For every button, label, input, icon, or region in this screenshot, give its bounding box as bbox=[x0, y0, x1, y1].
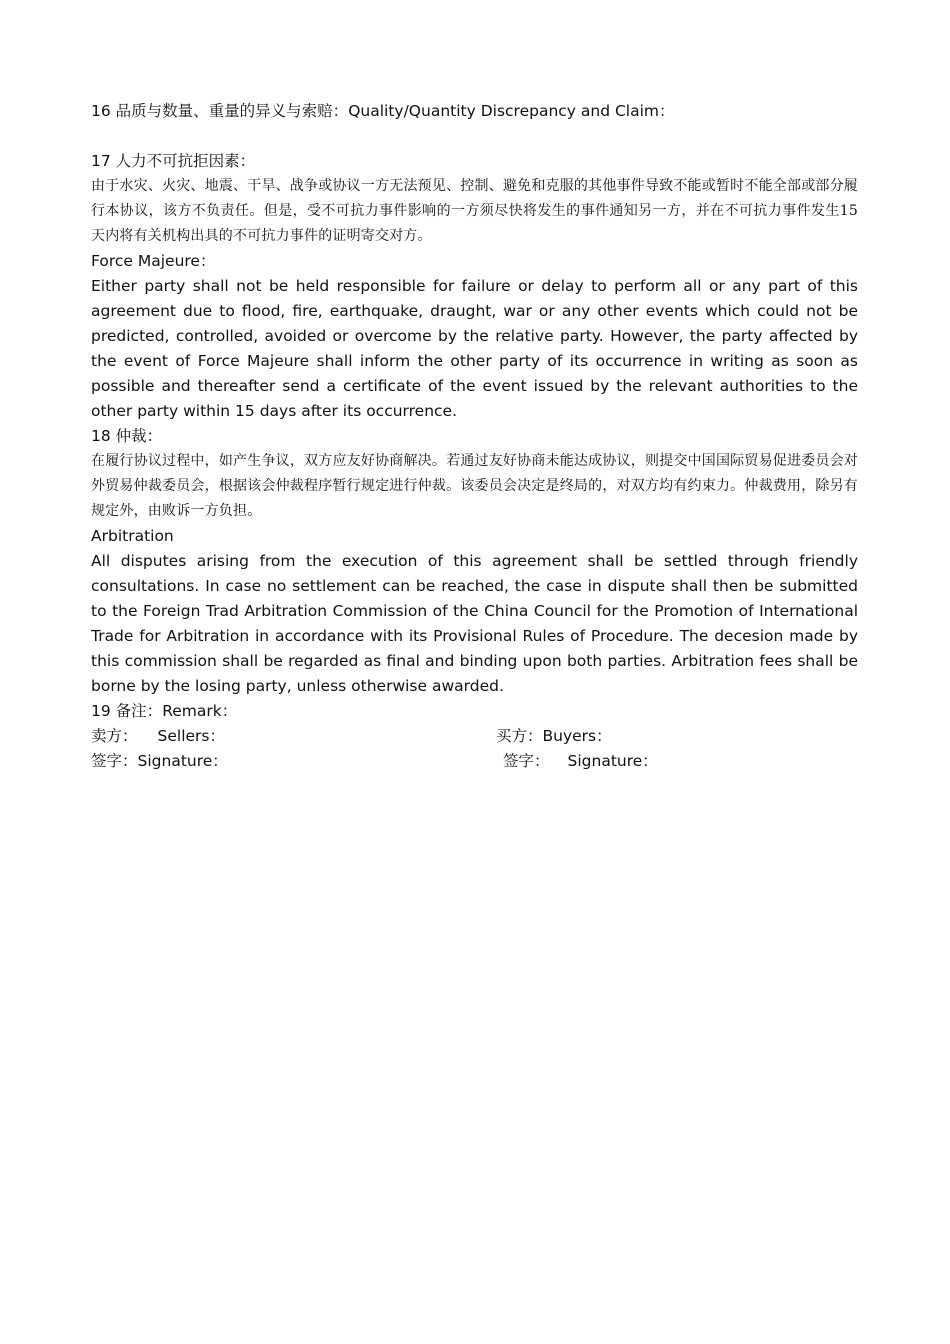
seller-label bbox=[91, 724, 225, 749]
contract-page bbox=[91, 99, 858, 774]
seller-en-label: Sellers： bbox=[157, 727, 225, 745]
buyer-sign-en-label: Signature： bbox=[567, 752, 658, 770]
seller-signature-label bbox=[91, 749, 228, 774]
section-18-en-title: Arbitration bbox=[91, 527, 174, 545]
section-19-heading bbox=[91, 699, 858, 724]
section-16-en-title: Quality/Quantity Discrepancy and Claim： bbox=[348, 102, 675, 120]
seller-sign-en-label: Signature： bbox=[137, 752, 228, 770]
section-18-cn-body: 在履行协议过程中，如产生争议，双方应友好协商解决。若通过友好协商未能达成协议，则提交中国国际贸易促进委员会对外贸易仲裁委员会，根据该会仲裁程序暂行规定进行仲裁。该委员会决定是终局的，对双方均有约束力。仲裁费用，除另有规定外，由败诉一方负担。 bbox=[91, 453, 858, 519]
section-16-cn-title: 品质与数量、重量的异义与索赔： bbox=[115, 102, 349, 120]
section-17-number: 17 bbox=[91, 152, 111, 170]
seller-sign-cn-label: 签字： bbox=[91, 752, 138, 770]
section-18-cn-title: 仲裁： bbox=[115, 427, 163, 445]
signature-row bbox=[91, 749, 858, 774]
section-17-heading bbox=[91, 149, 858, 174]
section-17-en-body: Either party shall not be held responsible for failure or delay to perform all or any part of this agreement due to flood, fire, earthquake, draught, war or any other events which could not be predicted, controlled, avoided or overcome by the relative party. However, the party affected by the event of Force Majeure shall inform the other party of its occurrence in writing as soon as possible and thereafter send a certificate of the event issued by the relevant authorities to the other party within 15 days after its occurrence. bbox=[91, 277, 858, 420]
section-17-cn-title: 人力不可抗拒因素： bbox=[115, 152, 256, 170]
section-19-number: 19 bbox=[91, 702, 111, 720]
section-18-number: 18 bbox=[91, 427, 111, 445]
buyer-label bbox=[496, 724, 612, 749]
buyer-sign-cn-label: 签字： bbox=[503, 752, 550, 770]
section-18-heading bbox=[91, 424, 858, 449]
section-17-en-title: Force Majeure： bbox=[91, 252, 216, 270]
section-19-cn-title: 备注： bbox=[115, 702, 163, 720]
spacer bbox=[91, 124, 858, 149]
seller-cn-label: 卖方： bbox=[91, 727, 138, 745]
section-16-number: 16 bbox=[91, 102, 111, 120]
buyer-signature-label bbox=[503, 749, 658, 774]
buyer-cn-label: 买方： bbox=[496, 727, 543, 745]
section-19-en-title: Remark： bbox=[162, 702, 238, 720]
section-16-heading bbox=[91, 99, 858, 124]
buyer-en-label: Buyers： bbox=[542, 727, 612, 745]
section-17-cn-body: 由于水灾、火灾、地震、干旱、战争或协议一方无法预见、控制、避免和克服的其他事件导致不能或暂时不能全部或部分履行本协议，该方不负责任。但是，受不可抗力事件影响的一方须尽快将发生的事件通知另一方，并在不可抗力事件发生15天内将有关机构出具的不可抗力事件的证明寄交对方。 bbox=[91, 178, 858, 244]
party-row bbox=[91, 724, 858, 749]
section-18-en-body: All disputes arising from the execution of this agreement shall be settled through friendly consultations. In case no settlement can be reached, the case in dispute shall then be submitted to the Foreign Trad Arbitration Commission of the China Council for the Promotion of International Trade for Arbitration in accordance with its Provisional Rules of Procedure. The decesion made by this commission shall be regarded as final and binding upon both parties. Arbitration fees shall be borne by the losing party, unless otherwise awarded. bbox=[91, 552, 858, 695]
